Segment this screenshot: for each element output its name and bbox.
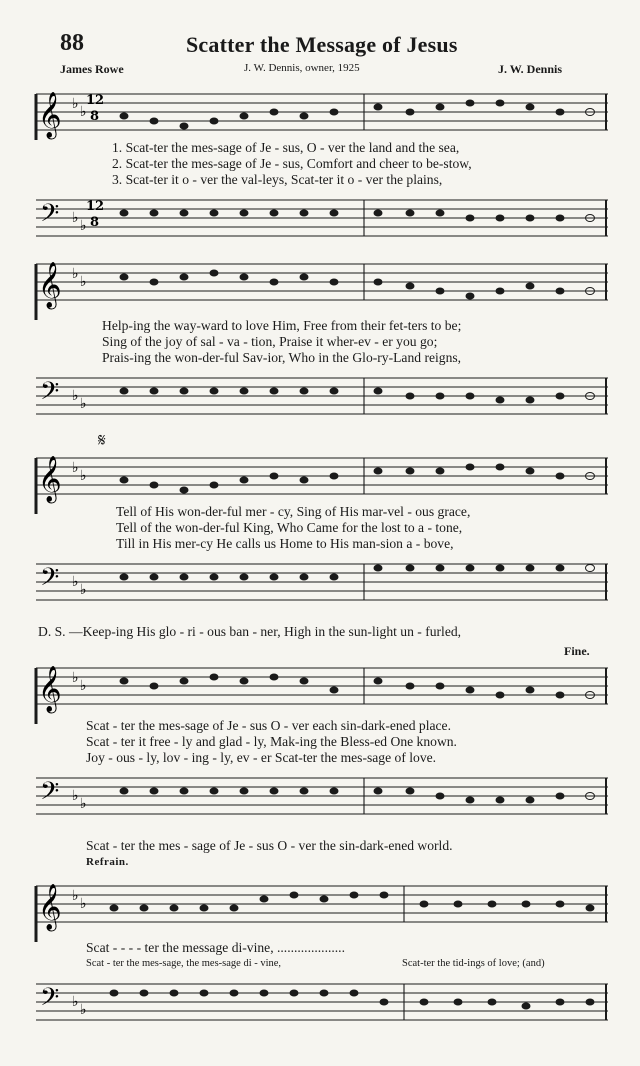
lyric-line: Tell of His won-der-ful mer - cy, Sing of His mar-vel - ous grace, [116, 504, 471, 519]
svg-text:12: 12 [86, 199, 105, 214]
svg-text:♭: ♭ [80, 796, 87, 812]
music-system-2 [28, 250, 614, 420]
treble-staff [28, 80, 614, 140]
svg-text:♭: ♭ [80, 218, 87, 234]
lyric-line: Scat - ter it free - ly and glad - ly, Mak-ing the Bless-ed One known. [86, 734, 457, 749]
svg-text:♭: ♭ [80, 274, 87, 290]
svg-text:8: 8 [90, 215, 100, 230]
bass-staff [28, 188, 614, 248]
bass-staff [28, 366, 614, 426]
bass-staff [28, 766, 614, 826]
svg-text:♭: ♭ [72, 670, 79, 686]
bass-staff [28, 552, 614, 612]
music-system-1 [28, 80, 614, 250]
lyric-line: 1. Scat-ter the mes-sage of Je - sus, O - ver the land and the sea, [112, 140, 460, 155]
refrain-label: Refrain. [86, 856, 129, 868]
svg-text:𝄢: 𝄢 [40, 199, 60, 234]
svg-text:♭: ♭ [80, 678, 87, 694]
fine-marking: Fine. [564, 644, 590, 658]
svg-text:♭: ♭ [80, 104, 87, 120]
lyric-line: Tell of the won-der-ful King, Who Came for the lost to a - tone, [116, 520, 463, 535]
svg-text:♭: ♭ [72, 574, 79, 590]
svg-text:𝄢: 𝄢 [40, 777, 60, 812]
treble-staff [28, 250, 614, 320]
lyric-line: Scat - ter the mes-sage of Je - sus O - ver each sin-dark-ened place. [86, 718, 451, 733]
copyright: J. W. Dennis, owner, 1925 [244, 62, 360, 74]
segno-sign: 𝄋 [98, 430, 106, 450]
svg-text:♭: ♭ [80, 468, 87, 484]
svg-text:𝄞: 𝄞 [38, 666, 62, 712]
svg-text:♭: ♭ [72, 96, 79, 112]
svg-text:♭: ♭ [72, 210, 79, 226]
svg-text:𝄞: 𝄞 [38, 262, 62, 308]
svg-text:♭: ♭ [72, 266, 79, 282]
music-system-4 [28, 644, 614, 864]
svg-text:♭: ♭ [80, 396, 87, 412]
svg-text:𝄞: 𝄞 [38, 456, 62, 502]
refrain-lyric-line: Scat - - - - ter the message di-vine, .................... [86, 940, 345, 955]
lyric-line: 2. Scat-ter the mes-sage of Je - sus, Comfort and cheer to be-stow, [112, 156, 472, 171]
hymn-number: 88 [60, 30, 84, 56]
svg-text:♭: ♭ [72, 994, 79, 1010]
treble-staff [28, 872, 614, 942]
svg-text:♭: ♭ [80, 896, 87, 912]
lyric-line: Joy - ous - ly, lov - ing - ly, ev - er Scat-ter the mes-sage of love. [86, 750, 437, 765]
lyric-line: 3. Scat-ter it o - ver the val-leys, Scat-ter it o - ver the plains, [112, 172, 443, 187]
ds-lyric-line: D. S. —Keep-ing His glo - ri - ous ban - ner, High in the sun-light un - furled, [38, 624, 462, 639]
lyric-line: Till in His mer-cy He calls us Home to His man-sion a - bove, [116, 536, 454, 551]
lyricist: James Rowe [60, 62, 124, 76]
svg-text:♭: ♭ [72, 888, 79, 904]
svg-text:𝄢: 𝄢 [40, 377, 60, 412]
svg-text:𝄢: 𝄢 [40, 983, 60, 1018]
composer: J. W. Dennis [498, 62, 563, 76]
music-system-refrain [28, 856, 614, 1056]
refrain-small-lyric: Scat - ter the mes-sage, the mes-sage di - vine, [86, 958, 282, 969]
svg-text:♭: ♭ [72, 388, 79, 404]
music-system-3 [28, 430, 614, 644]
refrain-small-lyric: Scat-ter the tid-ings of love; (and) [402, 958, 545, 969]
treble-staff [28, 654, 614, 724]
lyric-line: Help-ing the way-ward to love Him, Free from their fet-ters to be; [102, 318, 462, 333]
hymn-title: Scatter the Message of Jesus [186, 32, 458, 57]
svg-text:♭: ♭ [72, 460, 79, 476]
bass-staff [28, 972, 614, 1032]
svg-text:♭: ♭ [72, 788, 79, 804]
svg-text:𝄞: 𝄞 [38, 92, 62, 138]
svg-text:♭: ♭ [80, 582, 87, 598]
lyric-line: Sing of the joy of sal - va - tion, Praise it wher-ev - er you go; [102, 334, 438, 349]
lyric-line: Prais-ing the won-der-ful Sav-ior, Who in the Glo-ry-Land reigns, [102, 350, 462, 365]
svg-text:8: 8 [90, 109, 100, 124]
svg-text:♭: ♭ [80, 1002, 87, 1018]
svg-text:𝄢: 𝄢 [40, 563, 60, 598]
svg-text:12: 12 [86, 93, 105, 108]
bass-lyric-line: Scat - ter the mes - sage of Je - sus O - ver the sin-dark-ened world. [86, 838, 453, 853]
svg-text:𝄞: 𝄞 [38, 884, 62, 930]
